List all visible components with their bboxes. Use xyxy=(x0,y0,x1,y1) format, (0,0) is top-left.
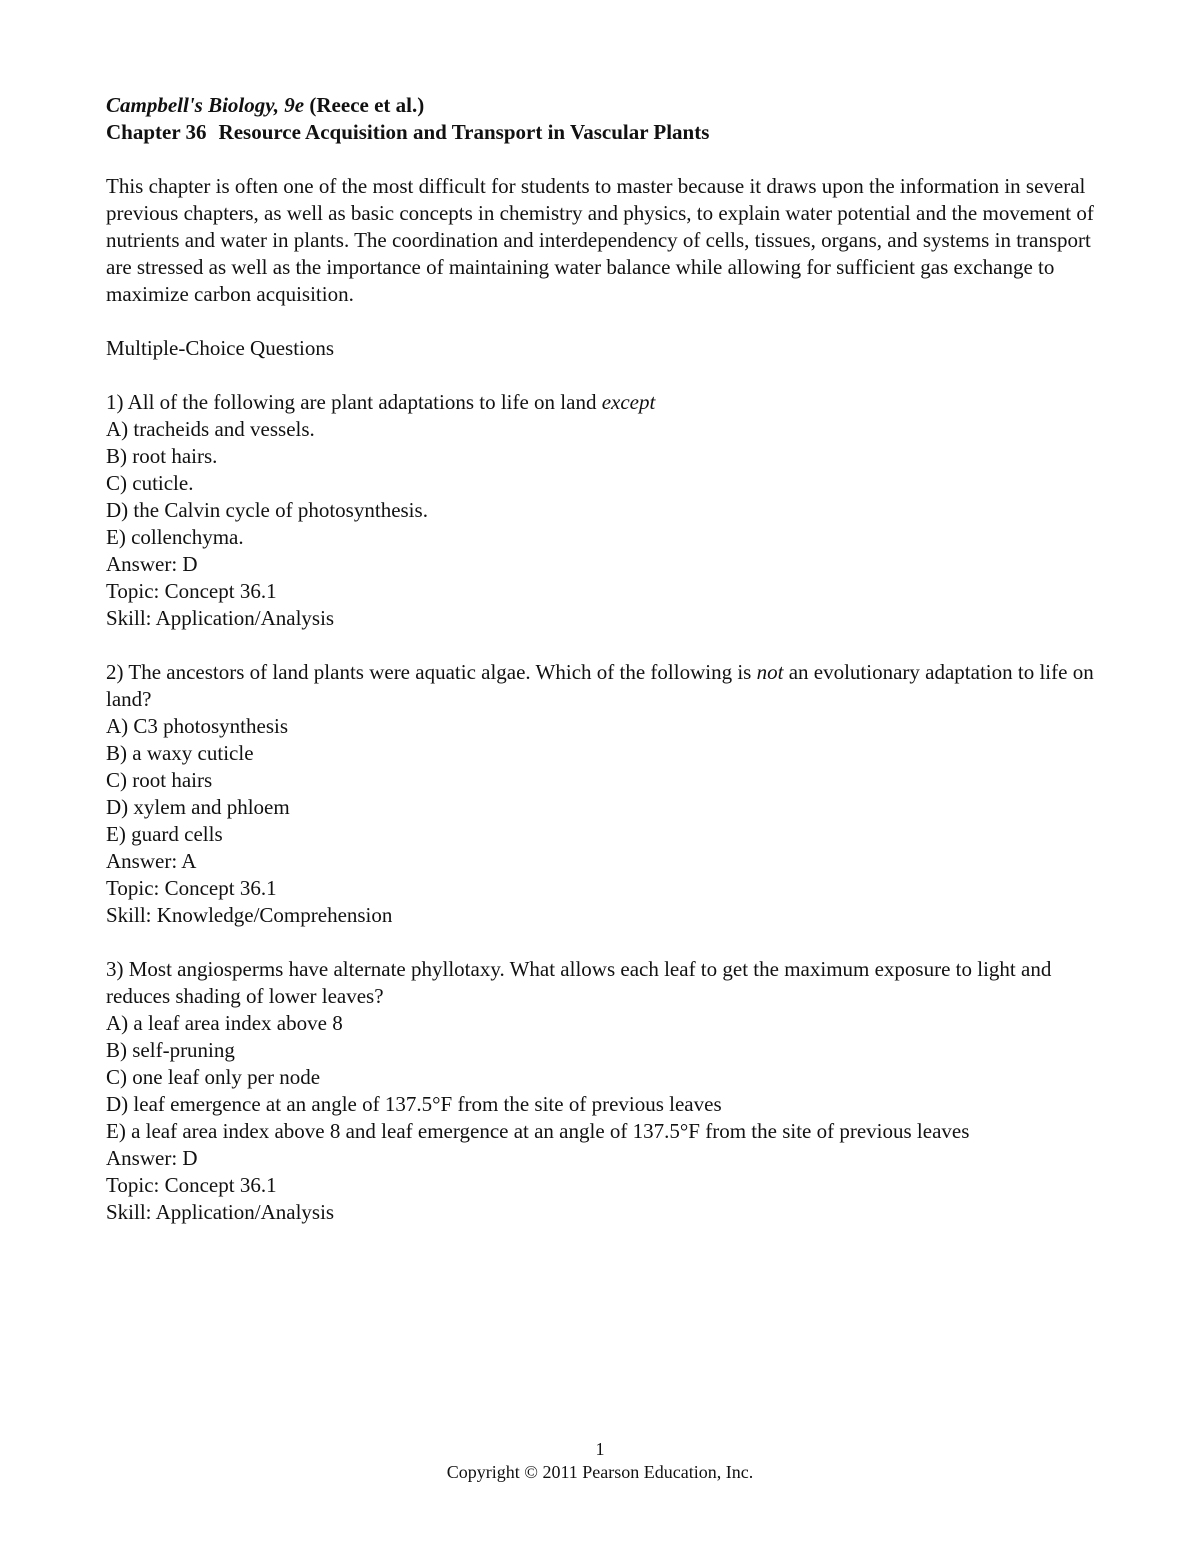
skill-line: Skill: Application/Analysis xyxy=(106,606,335,630)
question-stem-emphasis: not xyxy=(756,660,784,684)
chapter-title: Resource Acquisition and Transport in Vascular Plants xyxy=(218,120,710,144)
book-authors: (Reece et al.) xyxy=(304,93,425,117)
option-e: E) a leaf area index above 8 and leaf emergence at an angle of 137.5°F from the site of previous leaves xyxy=(106,1119,970,1143)
option-a: A) C3 photosynthesis xyxy=(106,714,289,738)
answer-line: Answer: D xyxy=(106,552,198,576)
question-stem xyxy=(106,956,1106,1010)
answer-line: Answer: D xyxy=(106,1146,198,1170)
question-stem-text-end: an evolutionary adaptation to life on land? xyxy=(106,660,1094,711)
option-b: B) self-pruning xyxy=(106,1038,235,1062)
option-b: B) root hairs. xyxy=(106,444,218,468)
topic-line: Topic: Concept 36.1 xyxy=(106,876,277,900)
question-stem-text: 2) The ancestors of land plants were aquatic algae. Which of the following is xyxy=(106,660,757,684)
book-citation xyxy=(106,92,1106,119)
option-c: C) cuticle. xyxy=(106,471,194,495)
intro-paragraph: This chapter is often one of the most difficult for students to master because it draws upon the information in several previous chapters, as well as basic concepts in chemistry and physics, to explain water potential and the movement of nutrients and water in plants. The coordination and interdependency of cells, tissues, organs, and systems in transport are stressed as well as the importance of maintaining water balance while allowing for sufficient gas exchange to maximize carbon acquisition. xyxy=(106,174,1094,306)
question-stem-text: 3) Most angiosperms have alternate phyllotaxy. What allows each leaf to get the maximum exposure to light and reduces shading of lower leaves? xyxy=(106,957,1052,1008)
book-title: Campbell's Biology, 9e xyxy=(106,93,305,117)
option-d: D) leaf emergence at an angle of 137.5°F from the site of previous leaves xyxy=(106,1092,722,1116)
option-b: B) a waxy cuticle xyxy=(106,741,254,765)
question-stem xyxy=(106,659,1106,713)
option-d: D) the Calvin cycle of photosynthesis. xyxy=(106,498,428,522)
page-number: 1 xyxy=(595,1439,605,1459)
chapter-number: Chapter 36 xyxy=(106,120,207,144)
skill-line: Skill: Application/Analysis xyxy=(106,1200,335,1224)
chapter-heading xyxy=(106,119,1106,146)
copyright-notice: Copyright © 2011 Pearson Education, Inc. xyxy=(446,1462,754,1482)
topic-line: Topic: Concept 36.1 xyxy=(106,1173,277,1197)
question-stem-text: 1) All of the following are plant adaptations to life on land xyxy=(106,390,602,414)
question-1 xyxy=(106,389,1106,632)
option-e: E) collenchyma. xyxy=(106,525,244,549)
option-c: C) root hairs xyxy=(106,768,213,792)
page-content xyxy=(106,92,1106,1226)
option-c: C) one leaf only per node xyxy=(106,1065,321,1089)
option-e: E) guard cells xyxy=(106,822,223,846)
option-d: D) xylem and phloem xyxy=(106,795,290,819)
skill-line: Skill: Knowledge/Comprehension xyxy=(106,903,393,927)
option-a: A) tracheids and vessels. xyxy=(106,417,315,441)
question-stem-emphasis: except xyxy=(601,390,656,414)
answer-line: Answer: A xyxy=(106,849,197,873)
question-stem xyxy=(106,389,1106,416)
intro-section xyxy=(106,173,1106,308)
section-heading: Multiple-Choice Questions xyxy=(106,336,335,360)
question-2 xyxy=(106,659,1106,929)
question-3 xyxy=(106,956,1106,1226)
option-a: A) a leaf area index above 8 xyxy=(106,1011,343,1035)
topic-line: Topic: Concept 36.1 xyxy=(106,579,277,603)
